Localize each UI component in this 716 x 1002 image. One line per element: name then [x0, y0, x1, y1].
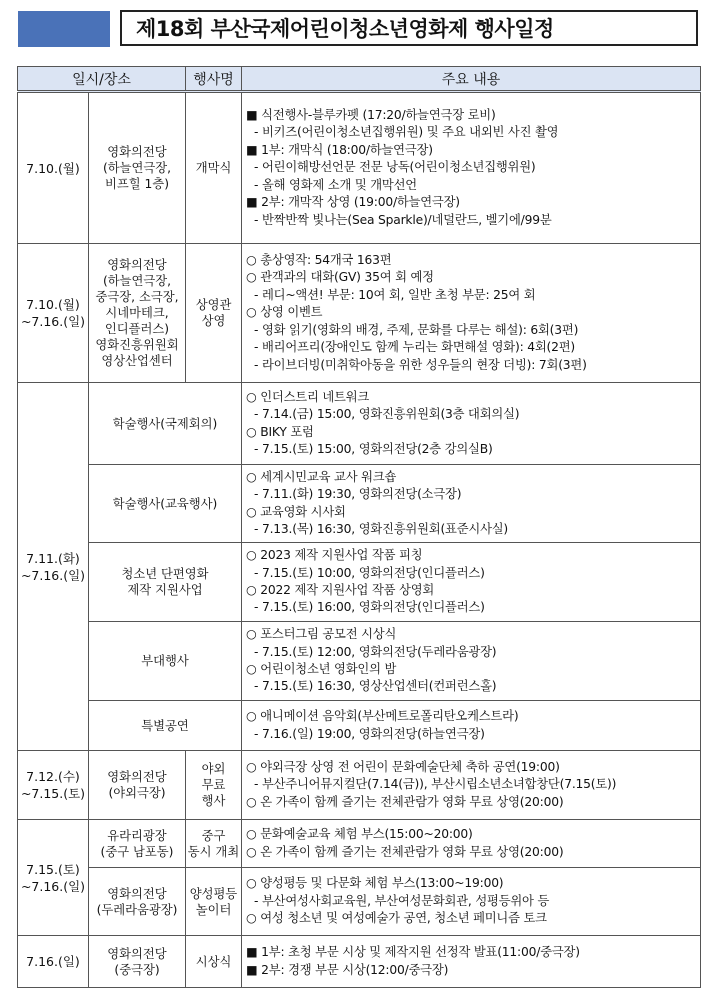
header-row — [18, 67, 701, 92]
event-name-cell — [89, 622, 242, 701]
content-cell — [242, 543, 701, 622]
content-cell — [242, 622, 701, 701]
place-line: 유라리광장 — [107, 828, 167, 843]
event-name-line: 특별공연 — [141, 718, 189, 733]
content-cell — [242, 244, 701, 383]
event-name-line: 부대행사 — [141, 654, 189, 668]
event-cell — [186, 936, 242, 988]
place-line: (중구 남포동) — [100, 844, 174, 859]
place-line: (하늘연극장, — [102, 161, 172, 175]
place-line: 영화의전당 — [107, 258, 167, 272]
date-cell — [18, 92, 89, 244]
content-line: ○ 상영 이벤트 — [246, 305, 323, 320]
content-line: ○ 양성평등 및 다문화 체험 부스(13:00~19:00) — [246, 876, 504, 891]
content-cell — [242, 383, 701, 465]
date-cell — [18, 383, 89, 751]
place-line: 영화의전당 — [107, 886, 167, 901]
event-line: 무료 — [201, 778, 226, 792]
date-line: 7.10.(월) — [26, 160, 80, 176]
content-line: ○ 야외극장 상영 전 어린이 문화예술단체 축하 공연(19:00) — [246, 759, 560, 774]
content-line: ○ 문화예술교육 체험 부스(15:00~20:00) — [246, 827, 473, 842]
place-line: 인디플러스) — [104, 322, 170, 336]
event-line: 놀이터 — [195, 902, 232, 917]
content-line: ○ 2022 제작 지원사업 작품 상영회 — [246, 583, 435, 597]
place-line: 중극장, 소극장, — [95, 290, 179, 304]
event-line: 야외 — [201, 762, 226, 776]
content-line: - 7.14.(금) 15:00, 영화진흥위원회(3층 대회의실) — [254, 407, 520, 422]
date-line: 7.16.(일) — [26, 954, 80, 969]
event-cell — [186, 244, 242, 383]
content-line: - 부산주니어뮤지컬단(7.14(금)), 부산시립소년소녀합창단(7.15(토)) — [254, 777, 617, 792]
content-line: - 부산여성사회교육원, 부산여성문화회관, 성평등위아 등 — [254, 893, 550, 908]
content-cell — [242, 701, 701, 751]
place-cell — [89, 244, 186, 383]
event-line: 양성평등 — [189, 886, 238, 901]
content-line: ○ 포스터그림 공모전 시상식 — [246, 627, 397, 642]
content-line: - 7.11.(화) 19:30, 영화의전당(소극장) — [254, 487, 462, 502]
page-title: 제18회 부산국제어린이청소년영화제 행사일정 — [120, 10, 698, 46]
content-line: ■ 식전행사-블루카펫 (17:20/하늘연극장 로비) — [246, 108, 496, 123]
event-line: 상영관 — [195, 298, 232, 312]
date-line: 7.12.(수) — [26, 769, 80, 784]
content-line: - 반짝반짝 빛나는(Sea Sparkle)/네덜란드, 벨기에/99분 — [254, 212, 552, 227]
event-line: 시상식 — [195, 954, 232, 969]
content-cell — [242, 936, 701, 988]
date-cell — [18, 820, 89, 936]
content-cell — [242, 465, 701, 543]
place-line: (중극장) — [114, 962, 160, 977]
place-line: (두레라움광장) — [96, 902, 178, 917]
header-date-place: 일시/장소 — [18, 67, 186, 92]
content-cell — [242, 751, 701, 820]
date-cell — [18, 244, 89, 383]
event-line: 상영 — [201, 314, 226, 328]
table-row — [18, 383, 701, 465]
content-line: - 7.15.(토) 16:30, 영상산업센터(컨퍼런스홀) — [254, 679, 497, 694]
content-line: - 7.15.(토) 12:00, 영화의전당(두레라움광장) — [254, 644, 497, 659]
content-line: - 7.13.(목) 16:30, 영화진흥위원회(표준시사실) — [254, 521, 509, 536]
date-line: ~7.15.(토) — [20, 786, 86, 801]
date-cell — [18, 751, 89, 820]
content-line: ○ 인더스트리 네트워크 — [246, 389, 370, 404]
content-line: ○ 교육영화 시사회 — [246, 504, 346, 519]
content-line: - 어린이해방선언문 전문 낭독(어린이청소년집행위원) — [254, 160, 536, 175]
place-cell — [89, 751, 186, 820]
event-name-line: 학술행사(교육행사) — [112, 496, 218, 511]
date-line: 7.15.(토) — [26, 861, 80, 877]
content-cell — [242, 868, 701, 936]
content-line: - 7.16.(일) 19:00, 영화의전당(하늘연극장) — [254, 726, 485, 741]
content-line: ■ 2부: 경쟁 부문 시상(12:00/중극장) — [246, 962, 449, 977]
event-name-cell — [89, 701, 242, 751]
place-cell — [89, 868, 186, 936]
content-line: ○ 2023 제작 지원사업 작품 피칭 — [246, 548, 423, 563]
content-cell — [242, 92, 701, 244]
table-row — [18, 622, 701, 701]
date-line: ~7.16.(일) — [20, 314, 86, 329]
place-cell — [89, 820, 186, 868]
event-line: 동시 개최 — [187, 844, 240, 859]
content-line: ■ 1부: 개막식 (18:00/하늘연극장) — [246, 142, 433, 157]
title-accent-bar — [18, 11, 110, 47]
content-line: - 배리어프리(장애인도 함께 누리는 화면해설 영화): 4회(2편) — [254, 340, 576, 355]
place-cell — [89, 936, 186, 988]
place-line: (하늘연극장, — [102, 274, 172, 288]
event-name-line: 제작 지원사업 — [127, 583, 203, 597]
content-line: - 비키즈(어린이청소년집행위원) 및 주요 내외빈 사진 촬영 — [254, 125, 559, 140]
content-line: ○ 온 가족이 함께 즐기는 전체관람가 영화 무료 상영(20:00) — [246, 844, 564, 859]
content-line: ○ 세계시민교육 교사 워크숍 — [246, 469, 397, 484]
table-row — [18, 751, 701, 820]
content-line: ○ 어린이청소년 영화인의 밤 — [246, 662, 397, 676]
content-cell — [242, 820, 701, 868]
content-line: ■ 2부: 개막작 상영 (19:00/하늘연극장) — [246, 195, 460, 210]
date-cell — [18, 936, 89, 988]
date-line: 7.10.(월) — [26, 297, 80, 312]
place-line: 영화의전당 — [107, 770, 167, 784]
event-line: 행사 — [201, 794, 226, 808]
content-line: - 라이브더빙(미취학아동을 위한 성우들의 현장 더빙): 7회(3편) — [254, 357, 587, 372]
content-line: - 영화 읽기(영화의 배경, 주제, 문화를 다루는 해설): 6회(3편) — [254, 322, 579, 337]
event-name-line: 학술행사(국제회의) — [112, 416, 218, 431]
content-line: - 올해 영화제 소개 및 개막선언 — [254, 177, 417, 192]
content-line: ○ 여성 청소년 및 여성예술가 공연, 청소년 페미니즘 토크 — [246, 911, 547, 926]
header-content: 주요 내용 — [242, 67, 701, 92]
content-line: ○ BIKY 포럼 — [246, 424, 314, 439]
table-row — [18, 92, 701, 244]
content-line: ○ 관객과의 대화(GV) 35여 회 예정 — [246, 270, 434, 285]
content-line: - 7.15.(토) 16:00, 영화의전당(인디플러스) — [254, 600, 485, 615]
place-cell — [89, 92, 186, 244]
content-line: ○ 온 가족이 함께 즐기는 전체관람가 영화 무료 상영(20:00) — [246, 794, 564, 809]
schedule-table — [17, 66, 701, 988]
place-line: 영상산업센터 — [101, 354, 173, 368]
event-line: 중구 — [201, 828, 226, 843]
event-name-cell — [89, 543, 242, 622]
content-line: - 레디~액션! 부문: 10여 회, 일반 초청 부문: 25여 회 — [254, 287, 536, 302]
header-event: 행사명 — [186, 67, 242, 92]
date-line: ~7.16.(일) — [20, 567, 86, 583]
event-line: 개막식 — [195, 161, 232, 175]
place-line: 시네마테크, — [105, 306, 169, 320]
title-area — [10, 7, 706, 49]
place-line: 영화진흥위원회 — [95, 338, 179, 352]
content-line: ○ 애니메이션 음악회(부산메트로폴리탄오케스트라) — [246, 709, 519, 724]
event-cell — [186, 820, 242, 868]
event-name-cell — [89, 383, 242, 465]
place-line: (야외극장) — [108, 786, 166, 800]
place-line: 영화의전당 — [107, 145, 167, 159]
event-cell — [186, 751, 242, 820]
table-row — [18, 244, 701, 383]
event-name-cell — [89, 465, 242, 543]
table-row — [18, 936, 701, 988]
place-line: 비프힐 1층) — [104, 177, 170, 191]
table-row — [18, 465, 701, 543]
content-line: - 7.15.(토) 10:00, 영화의전당(인디플러스) — [254, 565, 485, 580]
place-line: 영화의전당 — [107, 946, 167, 961]
date-line: 7.11.(화) — [26, 550, 80, 566]
event-cell — [186, 92, 242, 244]
content-line: - 7.15.(토) 15:00, 영화의전당(2층 강의실B) — [254, 441, 493, 456]
event-name-line: 청소년 단편영화 — [121, 567, 209, 581]
table-row — [18, 543, 701, 622]
event-cell — [186, 868, 242, 936]
table-row — [18, 701, 701, 751]
date-line: ~7.16.(일) — [20, 878, 86, 894]
content-line: ■ 1부: 초청 부문 시상 및 제작지원 선정작 발표(11:00/중극장) — [246, 945, 580, 960]
content-line: ○ 총상영작: 54개국 163편 — [246, 253, 392, 268]
table-row — [18, 820, 701, 868]
table-row — [18, 868, 701, 936]
